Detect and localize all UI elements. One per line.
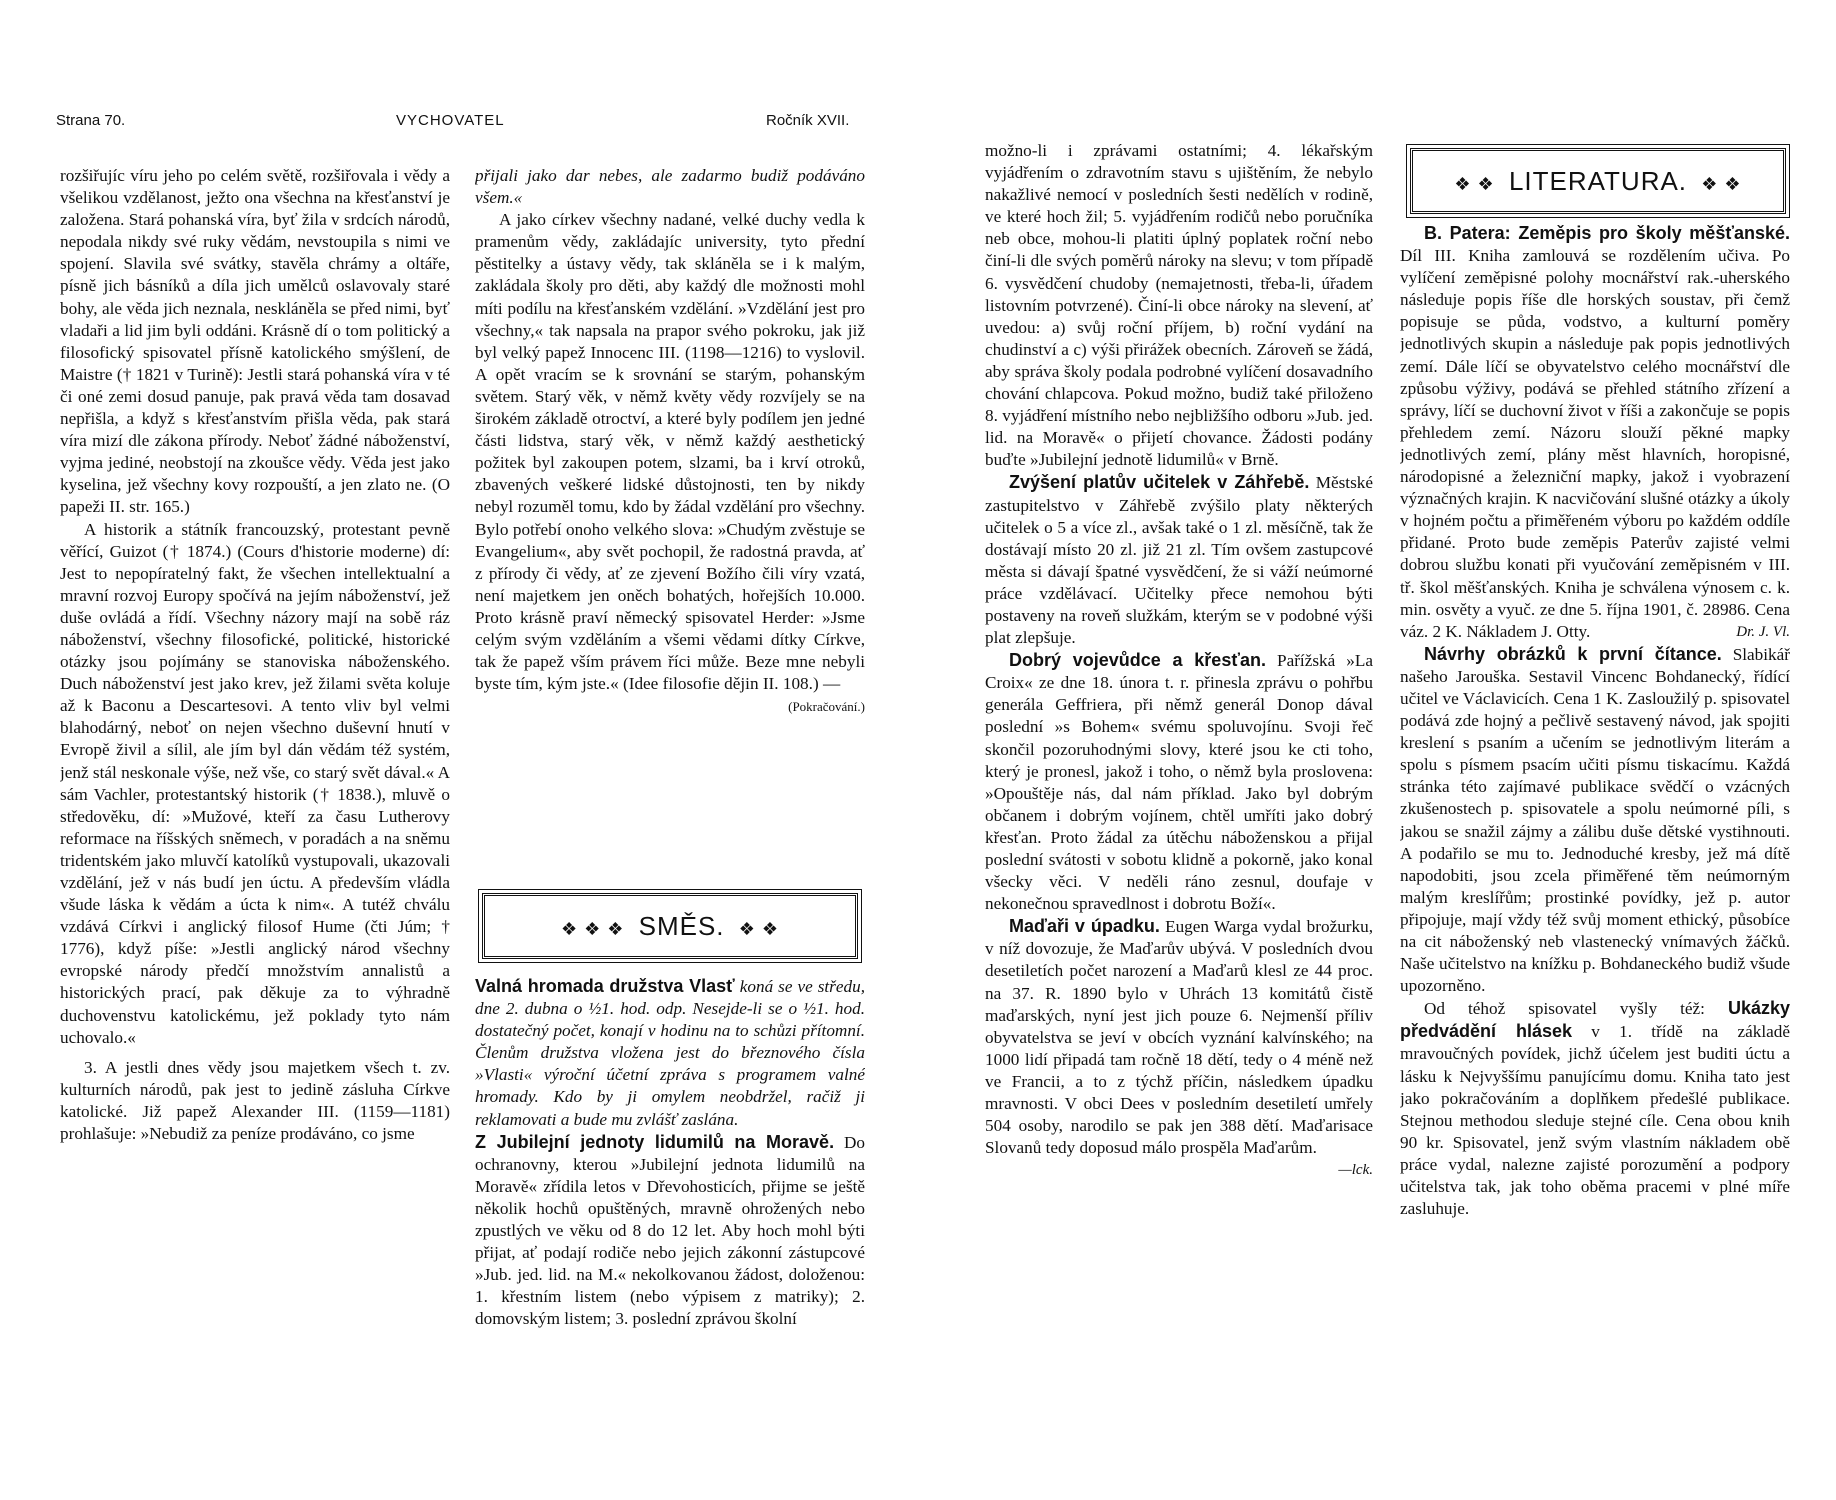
article-heading: Valná hromada družstva Vlasť (475, 976, 735, 996)
continuation-note: (Pokračování.) (788, 699, 865, 715)
review-text: v 1. třídě na základě mravoučných povídek, jichž účelem jest buditi úctu a lásku k Nejvyššímu panujícímu domu. Kniha tato jest jako pokračováním a doplňkem předešlé publikace. Stejnou methodou sleduje stejné cíle. Cena obou knih 90 kr. Spisovatel, jenž svým vlastním nákladem obě práce vydal, nalezne zajisté porozumění a podpory učitelstva tak, jak toho oběma pracemi v plné míře zasluhuje. (1400, 1022, 1790, 1219)
ornament-icon: ❖ ❖ (1454, 174, 1495, 194)
column-2-upper (475, 165, 865, 880)
article-text: Pařížská »La Croix« ze dne 18. února t. r. přinesla zprávu o pohřbu generála Geffriera, při němž generál Donop dával poslední »s Bohem« svému spoluvojínu. Svoji řeč skončil pozoruhodnými slovy, které jsou ke cti toho, který je pronesl, jakož i toho, o němž byla proslovena: »Opouštěje nás, dal nám příklad. Jako byl dobrým občanem i dobrým vojínem, chtěl umříti jako dobrý křesťan. Proto žádal za útěchu náboženskou a přijal poslední svátosti v sobotu klidně a pokorně, jako konal všecky věci. V neděli ráno zesnul, doufaje v nekonečnou spravedlnost i dobrotu Boží«. (985, 651, 1373, 914)
ornament-icon: ❖ ❖ (738, 919, 780, 939)
paragraph: A jako církev všechny nadané, velké duchy vedla k pramenům vědy, zakládajíc university, tyto přední pěstitelky a ústavy vědy, tak skláněla se i k malým, zakládala školy pro děti, aby každý dle možnosti mohl míti podílu na křesťanském vzdělání. »Vzdělání jest pro všechny,« tak napsala na prapor svého pokroku, jak již byl velký papež Innocenc III. (1198—1216) to vyslovil. A opět vracím se k srovnání se starým, pohanským světem. Starý věk, v němž květy vědy rozvíjely se na širokém základě otroctví, a které byly podílem jen jedné části lidstva, starý věk, v němž každý aesthetický požitek byl zakoupen potem, slzami, ba i krví otroků, zbavených veškeré lidské důstojnosti, ten by nikdy nebyl rozuměl tomu, kdo by žádal vzdělání pro všechny. Bylo potřebí onoho velkého slova: »Chudým zvěstuje se Evangelium«, aby svět pochopil, že radostná pravda, ať z přírody či vědy, ať ze zjevení Božího čili víry vzatá, není majetkem jen oněch bohatých, hořejších 10.000. Proto krásně praví německý spisovatel Herder: »Jsme celým svým vzděláním a všemi vědami dítky Církve, tak že papež vším právem říci může. Beze mne nebyli byste tím, kým jste.« (Idee filosofie dějin II. 108.) — (475, 210, 865, 694)
section-title: SMĚS. (638, 911, 725, 941)
paragraph: A historik a státník francouzský, protestant pevně věřící, Guizot († 1874.) (Cours d'historie moderne) dí: Jest to nepopíratelný fakt, že všechen intellektualní a mravní rozvoj Europy spočívá na jejím náboženství, jež duše ovládá a řídí. Všechny názory mají na sobě ráz náboženství, všechny filosofické, politické, historické otázky jsou pojímány se stanoviska náboženského. Duch náboženství jest jako krev, jež žilami světa koluje až k Baconu a Descartesovi. A tento vliv byl velmi blahodárný, neboť on nejen všechno duševní hnutí v Evropě živil a sílil, ale jím byl dán vědám též systém, jenž stál neskonale výše, než vše, co starý svět dával.« A sám Vachler, protestantský historik († 1838.), mluvě o středověku, dí: »Mužové, kteří za času Lutherovy reformace na říšských sněmech, v poradách a na sněmu tridentském jako mluvčí katolíků vystupovali, ukazovali vzdělání, jež v nás budí jen úctu. A především vládla všude láska k vědám a úcta k nim«. A tutéž chválu vzdává Církvi i anglický filosof Hume (čti Júm; † 1776), když píše: »Jestli anglický národ všechny evropské národy předčí množstvím annalistů a historických prací, pak děkuje za to výhradně duchovenstvu katolickému, jež poklady tyto nám uchovalo.« (60, 519, 450, 1047)
signature: —lck. (1338, 1162, 1373, 1179)
volume-label: Ročník XVII. (766, 112, 850, 129)
review-text: Slabikář našeho Jarouška. Sestavil Vincenc Bohdanecký, řídící učitel ve Václavicích. Cena 1 K. Zasloužilý p. spisovatel podává zde hojný a pečlivě sestavený návod, jak spojiti kreslení s psaním a učením se jednotlivým literám a spolu s písmem psacím učiti písmu tiskacímu. Každá stránka této zajímavé publikace svědčí o vzácných zkušenostech p. spisovatele a spolu neúmorné píli, s jakou se snažil zájmy a zálibu duše dětské vystihnouti. A podařilo se mu to. Jednoduché kresby, jež má dítě napodobiti, jsou zcela přiměřené těm neúmorným malým kreslířům; prostinké povídky, jež p. autor připojuje, mají vždy též svůj moment ethický, působíce na cit náboženský neb vlastenecký vnímavých žáčků. Naše učitelstvo na knížku p. Bohdaneckého budiž všude upozorněno. (1400, 644, 1790, 996)
page-header (56, 112, 866, 138)
article-text: Eugen Warga vydal brožurku, v níž dovozuje, že Maďarův ubývá. V posledních dvou desetiletích počet narození a Maďarů klesl ze 44 proc. na 37. R. 1890 bylo v Uhrách 13 komitátů čistě maďarských, nyní jest jich pouze 6. Nejmenší příliv obyvatelstva se jeví v obcích vyznání kalvínského; na 1000 lidí připadá tam ročně 18 dětí, tedy o 4 méně než ve Francii, a to z týchž příčin, následkem úpadku mravnosti. V obci Dees v posledním desetiletí umřely 504 osoby, narodilo se pak jen 388 dětí. Maďarisace Slovanů tedy doposud málo prospěla Maďarům. (985, 917, 1373, 1158)
section-title: LITERATURA. (1508, 166, 1688, 196)
review-text: Díl III. Kniha zamlouvá se rozdělením učiva. Po vylíčení zeměpisné polohy mocnářství rak.-uherského následuje popis říše dle horských soustav, při čemž popisuje se půda, vodstvo, a kulturní poměry jednotlivých skupin a následuje pak popis jednotlivých zemí. Dále líčí se obyvatelstvo celého mocnářství dle způsobu výživy, podává se přehled státního zřízení a správy, líčí se duchovní život v říši a zakončuje se popis přehledem zemí. Názoru slouží pěkné mapky jednotlivých zemí, plány měst hlavních, horopisné, národopisné a železniční mapky, jakož i vyobrazení význačných krajin. K nacvičování slušné otázky a úkoly v hojném počtu a přiměřeném výboru po každém oddíle přidané. Proto bude zeměpis Paterův zajisté velmi dobrou službu konati při vyučování zeměpisném v III. tř. škol měšťanských. Kniha je schválena výnosem c. k. min. osvěty a vyuč. ze dne 5. října 1901, č. 28986. Cena váz. 2 K. Nákladem J. Otty. (1400, 246, 1790, 641)
review-heading: B. Patera: Zeměpis pro školy měšťanské. (1424, 223, 1790, 243)
column-3 (985, 140, 1373, 1480)
review-heading: Návrhy obrázků k první čítance. (1424, 643, 1722, 664)
column-2-lower (475, 975, 865, 1480)
review-lead: Od téhož spisovatel vyšly též: (1424, 999, 1705, 1019)
article-heading: Maďaři v úpadku. (1009, 916, 1160, 937)
column-4 (1400, 222, 1790, 1482)
page-number: Strana 70. (56, 112, 126, 129)
journal-title: VYCHOVATEL (396, 112, 505, 129)
paragraph: možno-li i zprávami ostatními; 4. lékařským vyjádřením o zdravotním stavu s ujištěním, že nebylo nakažlivé nemocí v posledních šesti nedělích v rodině, ve které hoch žil; 5. vyjádřením rodičů nebo poručníka neb obce, mohou-li platiti úplný poplatek roční nebo činí-li dle svých poměrů nároky na slevu; v tom případě 6. vysvědčení chudoby (nemajetnosti, třeba-li, úřadem listovním potvrzené). Činí-li obce nároky na slevení, ať uvedou: a) svůj roční příjem, b) roční vydání na chudinství a c) výši přirážek obecních. Zároveň se žádá, aby správa školy podala podrobné vylíčení dosavadního chování chlapcova. Pokud možno, budiž také přiloženo 8. vyjádření místního nebo nejbližšího odboru »Jub. jed. lid. na Moravě« o přijetí chovance. Žádosti podány buďte »Jubilejní jednotě lidumilů« v Brně. (985, 141, 1373, 470)
ornament-icon: ❖ ❖ (1701, 174, 1742, 194)
article-text: koná se ve středu, dne 2. dubna o ½1. hod. odp. Nesejde-li se o ½1. hod. dostatečný počet, konají v hodinu na to schůzi přítomní. Členům družstva vložena jest do březnového čísla »Vlasti« výroční účetní zpráva s programem valné hromady. Kdo by ji omylem neobdržel, račiž ji reklamovati a bude mu zvlášť zaslána. (475, 977, 865, 1129)
article-heading: Z Jubilejní jednoty lidumilů na Moravě. (475, 1131, 835, 1152)
signature: Dr. J. Vl. (1736, 623, 1790, 640)
article-heading: Zvýšení platův učitelek v Záhřebě. (1009, 472, 1310, 493)
column-1 (60, 165, 450, 1480)
section-heading-literatura (1410, 148, 1786, 214)
paragraph: rozšiřujíc víru jeho po celém světě, rozšiřovala i vědy a všelikou vzdělanost, ježto ona všechna na křesťanství je založena. Stará pohanská víra, byť žila v srdcích národů, nepodala nikdy své ruky vědám, nevstoupila s nimi ve spojení. Slavila své svátky, stavěla chrámy a oltáře, písně jich básníků a díla jich umělců oslavovaly staré bohy, ale věda jich neznala, neskláněla se před nimi, byť vladaři a lid jim byli oddáni. Krásně dí o tom politický a filosofický spisovatel přísně katolického smýšlení, de Maistre († 1821 v Turině): Jestli stará pohanská víra v té či oné zemi dosud panuje, pak pravá věda tam dosavad nepřišla, a když s křesťanstvím přišla věda, pak stará víra mizí dle zákona přírody. Neboť žádné náboženství, vyjma jediné, neobstojí na zkoušce vědy. Věda jest jako kyselina, jež všechny kovy rozpouští, a jen zlato ne. (O papeži II. str. 165.) (60, 166, 450, 517)
section-heading-smes (482, 893, 858, 959)
review-heading: Ukázky předvádění hlásek (1400, 998, 1790, 1042)
paragraph: přijali jako dar nebes, ale zadarmo budiž podáváno všem.« (475, 166, 865, 208)
ornament-icon: ❖ ❖ ❖ (560, 919, 625, 939)
article-heading: Dobrý vojevůdce a křesťan. (1009, 650, 1266, 671)
article-text: Městské zastupitelstvo v Záhřebě zvýšilo platy některých učitelek o 5 a více zl., avšak také o 1 zl. měsíčně, tak že dostávají místo 20 zl. již 21 zl. Tím ovšem zastupcové města si dávají špatné vysvědčení, že si váží neúmorné práce vzdělávací. Učitelky přece nemohou býti postaveny na roveň služkám, kterým se v podobné výši plat zlepšuje. (985, 473, 1373, 648)
article-text: Do ochranovny, kterou »Jubilejní jednota lidumilů na Moravě« zřídila letos v Dřevohosticích, přijme se ještě několik hochů opuštěných, mravně ohrožených nebo zpustlých ve věku od 8 do 12 let. Aby hoch mohl býti přijat, ať podají rodiče nebo jejich zákonní zástupcové »Jub. jed. lid. na M.« nekolkovanou žádost, doloženou: 1. křestním listem (nebo výpisem z matriky); 2. domovským listem; 3. poslední zprávou školní (475, 1132, 865, 1329)
paragraph: 3. A jestli dnes vědy jsou majetkem všech t. zv. kulturních národů, pak jest to jedině zásluha Církve katolické. Již papež Alexander III. (1159—1181) prohlašuje: »Nebudiž za peníze prodáváno, co jsme (60, 1057, 450, 1144)
